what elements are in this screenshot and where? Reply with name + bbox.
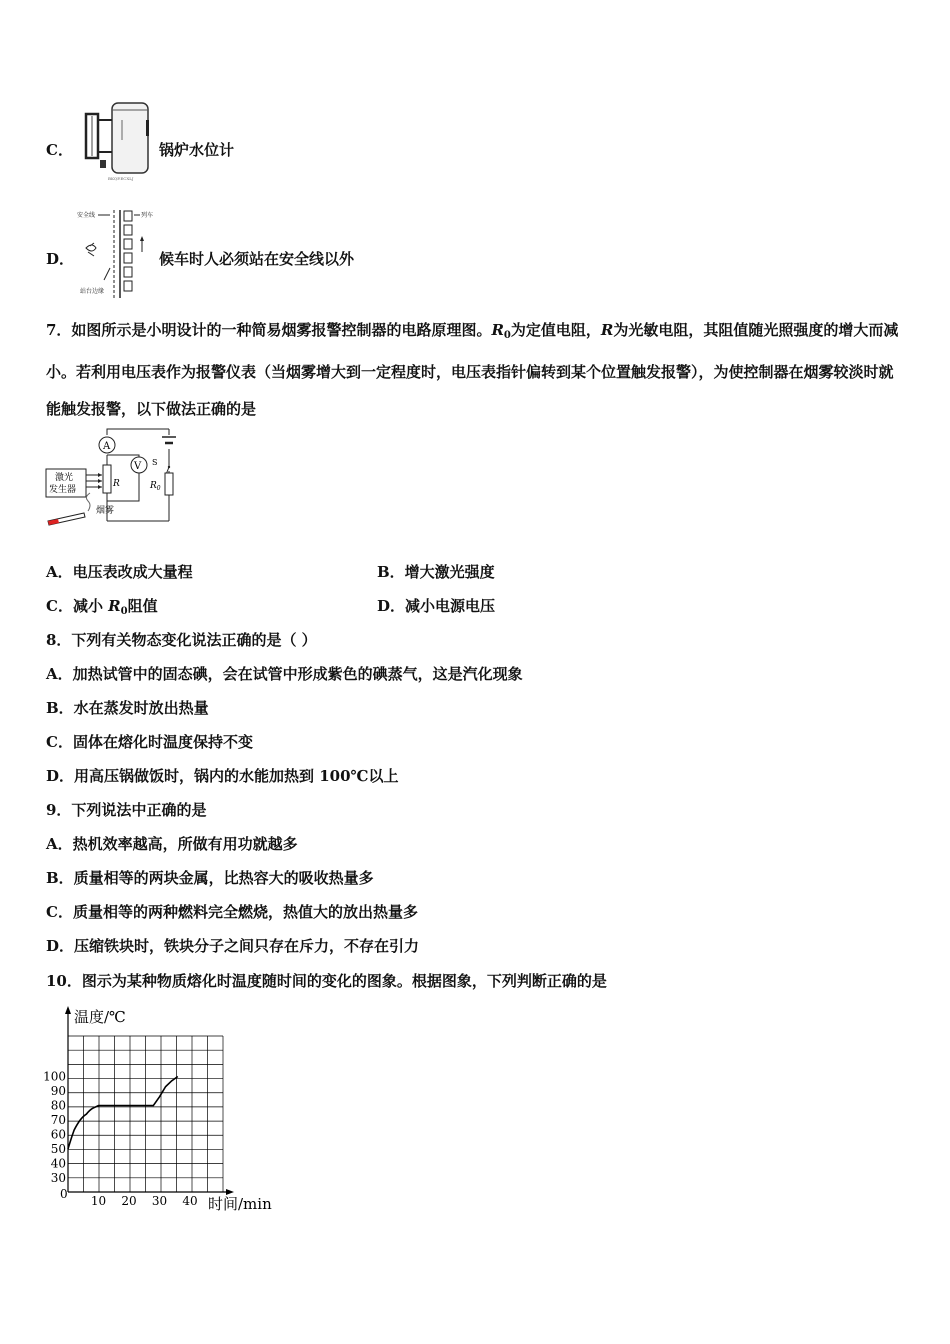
y-tick-label: 40 xyxy=(50,1156,66,1171)
platform-edge-label: 站台边缘 xyxy=(80,288,105,295)
q7-stem: 7．如图所示是小明设计的一种简易烟雾报警控制器的电路原理图。$R_0$为定值电阻，R为光敏电阻，其阻值随光照强度的增大而减小。若利用电压表作为报警仪表（当烟雾增大到一定程度时，电压表指针偏转到某个位置触发报警），为使控制器在烟雾较淡时就能触发报警，以下做法正确的是 xyxy=(46,321,899,418)
q9-option-b: B．质量相等的两块金属，比热容大的吸收热量多 xyxy=(46,869,374,887)
ammeter-label: A xyxy=(103,441,111,452)
melting-curve-chart xyxy=(40,1000,290,1220)
y-axis-label: 温度/℃ xyxy=(74,1008,126,1026)
option-c-text: 锅炉水位计 xyxy=(159,141,235,159)
q8-stem: 8．下列有关物态变化说法正确的是（ ） xyxy=(46,631,317,649)
option-d-letter: D． xyxy=(46,250,75,268)
safety-line-label: 安全线 xyxy=(77,212,96,219)
q9-option-d: D．压缩铁块时，铁块分子之间只存在斥力，不存在引力 xyxy=(46,937,420,955)
x-tick-label: 10 xyxy=(90,1194,107,1208)
y-tick-label: 50 xyxy=(50,1142,66,1156)
q10-stem: 10．图示为某种物质熔化时温度随时间的变化的图象。根据图象，下列判断正确的是 xyxy=(46,972,607,990)
train-label: 列车 xyxy=(141,212,154,219)
q8-option-b: B．水在蒸发时放出热量 xyxy=(46,699,209,717)
q7-option-c: C．减小 $R_0$阻值 xyxy=(46,597,158,617)
q8-option-d: D．用高压锅做饭时，锅内的水能加热到 100℃以上 xyxy=(46,767,399,785)
q9-stem: 9．下列说法中正确的是 xyxy=(46,801,207,819)
laser-label-1: 激光 xyxy=(55,473,74,483)
platform-safety-figure xyxy=(76,208,158,300)
y-tick-label: 90 xyxy=(50,1084,66,1098)
smoke-label: 烟雾 xyxy=(96,506,115,516)
laser-label-2: 发生器 xyxy=(49,485,77,495)
x-axis-label: 时间/min xyxy=(208,1195,272,1213)
y-tick-label: 100 xyxy=(43,1069,66,1084)
q8-option-c: C．固体在熔化时温度保持不变 xyxy=(46,733,253,751)
x-tick-label: 30 xyxy=(151,1194,168,1208)
q8-option-a: A．加热试管中的固态碘，会在试管中形成紫色的碘蒸气，这是汽化现象 xyxy=(46,665,523,683)
q7-option-a: A．电压表改成大量程 xyxy=(46,563,193,581)
svg-text:BKQP.ECXLJ: BKQP.ECXLJ xyxy=(108,176,134,181)
y-tick-label: 30 xyxy=(50,1171,66,1185)
q7-option-b: B．增大激光强度 xyxy=(377,563,495,581)
y-axis-arrow xyxy=(65,1006,71,1014)
chart-grid xyxy=(68,1036,223,1192)
voltmeter-label: V xyxy=(134,461,142,472)
x-tick-label: 20 xyxy=(121,1194,137,1208)
option-c-letter: C． xyxy=(46,141,73,159)
q9-option-c: C．质量相等的两种燃料完全燃烧，热值大的放出热量多 xyxy=(46,903,418,921)
smoke-alarm-circuit xyxy=(44,425,184,530)
boiler-gauge-figure xyxy=(78,100,158,184)
y-tick-label: 60 xyxy=(50,1127,66,1142)
y-tick-label: 80 xyxy=(50,1098,66,1113)
x-tick-label: 40 xyxy=(182,1194,198,1208)
q7-option-d: D．减小电源电压 xyxy=(377,597,496,615)
q9-option-a: A．热机效率越高，所做有用功就越多 xyxy=(46,835,298,853)
photoresistor-label: R xyxy=(113,479,120,489)
y-tick-label: 70 xyxy=(50,1113,66,1127)
r0-label: $R_0$ xyxy=(150,481,161,492)
switch-label: S xyxy=(152,458,158,467)
origin-label: 0 xyxy=(60,1187,68,1201)
option-d-text: 候车时人必须站在安全线以外 xyxy=(159,250,355,268)
